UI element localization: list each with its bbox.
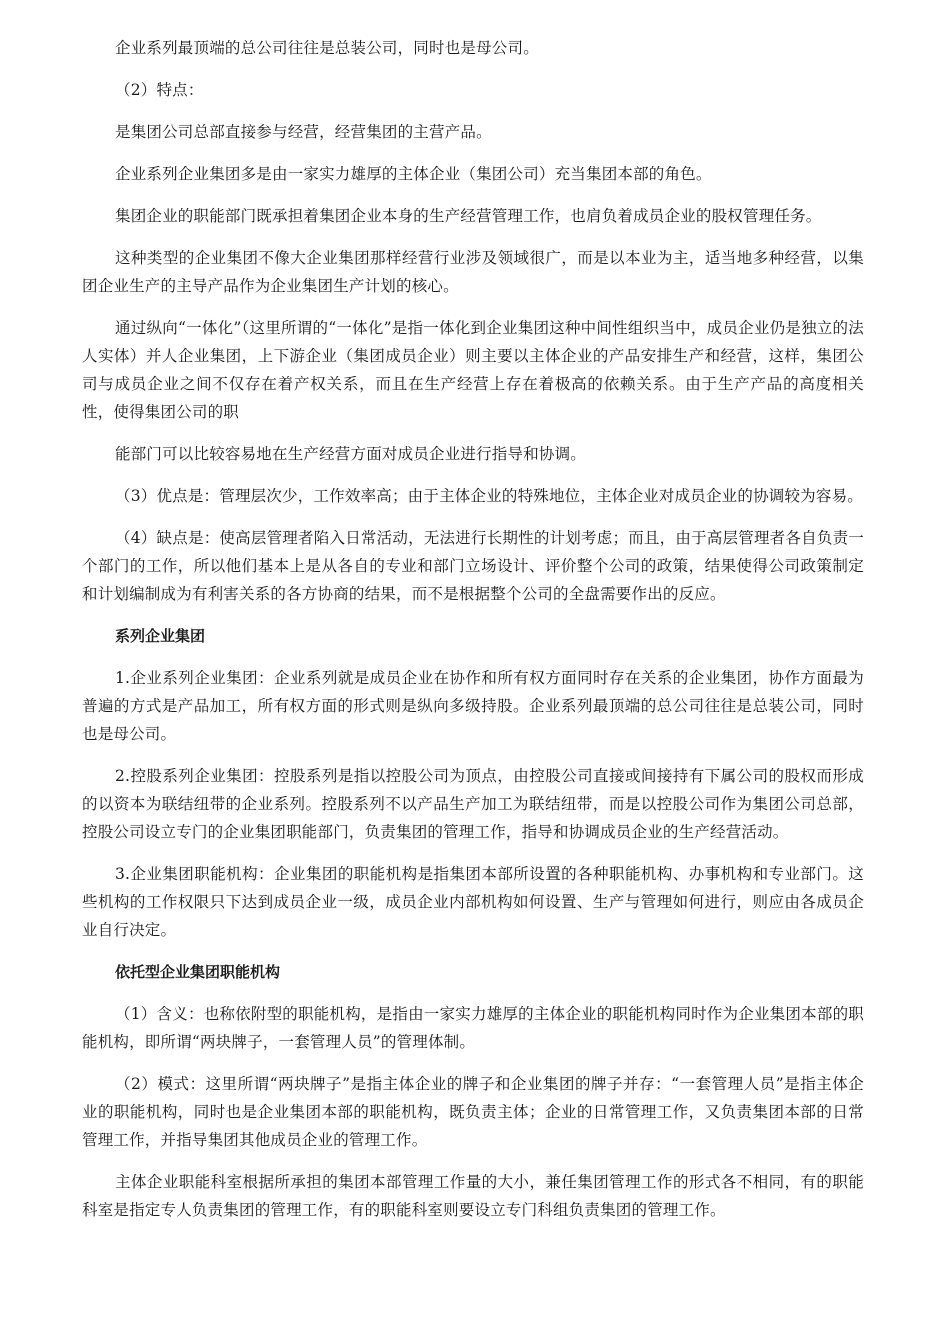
paragraph: 集团企业的职能部门既承担着集团企业本身的生产经营管理工作，也肩负着成员企业的股权管理任务。 [115,207,822,225]
paragraph: 3.企业集团职能机构：企业集团的职能机构是指集团本部所设置的各种职能机构、办事机构和专业部门。这些机构的工作权限只下达到成员企业一级，成员企业内部机构如何设置、生产与管理如何进行，则应由各成员企业自行决定。 [82,865,864,939]
paragraph: 能部门可以比较容易地在生产经营方面对成员企业进行指导和协调。 [115,445,587,463]
section-heading: 系列企业集团 [115,627,206,645]
paragraph: 通过纵向“一体化”（这里所谓的“一体化”是指一体化到企业集团这种中间性组织当中，成员企业仍是独立的法人实体）并人企业集团，上下游企业（集团成员企业）则主要以主体企业的产品安排生产和经营，这样，集团公司与成员企业之间不仅存在着产权关系，而且在生产经营上存在着极高的依赖关系。由于生产产品的高度相关性，使得集团公司的职 [82,319,864,421]
paragraph: 企业系列企业集团多是由一家实力雄厚的主体企业（集团公司）充当集团本部的角色。 [115,165,712,183]
paragraph: 是集团公司总部直接参与经营，经营集团的主营产品。 [115,123,492,141]
paragraph: （1）含义：也称依附型的职能机构，是指由一家实力雄厚的主体企业的职能机构同时作为企业集团本部的职能机构，即所谓“两块牌子，一套管理人员”的管理体制。 [82,1005,864,1051]
paragraph: 这种类型的企业集团不像大企业集团那样经营行业涉及领域很广，而是以本业为主，适当地多种经营，以集团企业生产的主导产品作为企业集团生产计划的核心。 [82,249,864,295]
paragraph: 2.控股系列企业集团：控股系列是指以控股公司为顶点，由控股公司直接或间接持有下属公司的股权而形成的以资本为联结纽带的企业系列。控股系列不以产品生产加工为联结纽带，而是以控股公司作为集团公司总部，控股公司设立专门的企业集团职能部门，负责集团的管理工作，指导和协调成员企业的生产经营活动。 [82,767,864,841]
paragraph: （2）模式：这里所谓“两块牌子”是指主体企业的牌子和企业集团的牌子并存：“一套管理人员”是指主体企业的职能机构，同时也是企业集团本部的职能机构，既负责主体；企业的日常管理工作，又负责集团本部的日常管理工作，并指导集团其他成员企业的管理工作。 [82,1075,864,1149]
paragraph: 主体企业职能科室根据所承担的集团本部管理工作量的大小，兼任集团管理工作的形式各不相同，有的职能科室是指定专人负责集团的管理工作，有的职能科室则要设立专门科组负责集团的管理工作。 [82,1173,864,1219]
paragraph: （4）缺点是：使高层管理者陷入日常活动，无法进行长期性的计划考虑；而且，由于高层管理者各自负责一个部门的工作，所以他们基本上是从各自的专业和部门立场设计、评价整个公司的政策，结果使得公司政策制定和计划编制成为有利害关系的各方协商的结果，而不是根据整个公司的全盘需要作出的反应。 [82,529,864,603]
section-heading: 依托型企业集团职能机构 [115,963,281,981]
paragraph: 企业系列最顶端的总公司往往是总装公司，同时也是母公司。 [115,39,539,57]
paragraph: （3）优点是：管理层次少，工作效率高；由于主体企业的特殊地位，主体企业对成员企业的协调较为容易。 [115,487,863,505]
paragraph: 1.企业系列企业集团：企业系列就是成员企业在协作和所有权方面同时存在关系的企业集团，协作方面最为普遍的方式是产品加工，所有权方面的形式则是纵向多级持股。企业系列最顶端的总公司往往是总装公司，同时也是母公司。 [82,669,864,743]
paragraph: （2）特点： [115,81,204,99]
